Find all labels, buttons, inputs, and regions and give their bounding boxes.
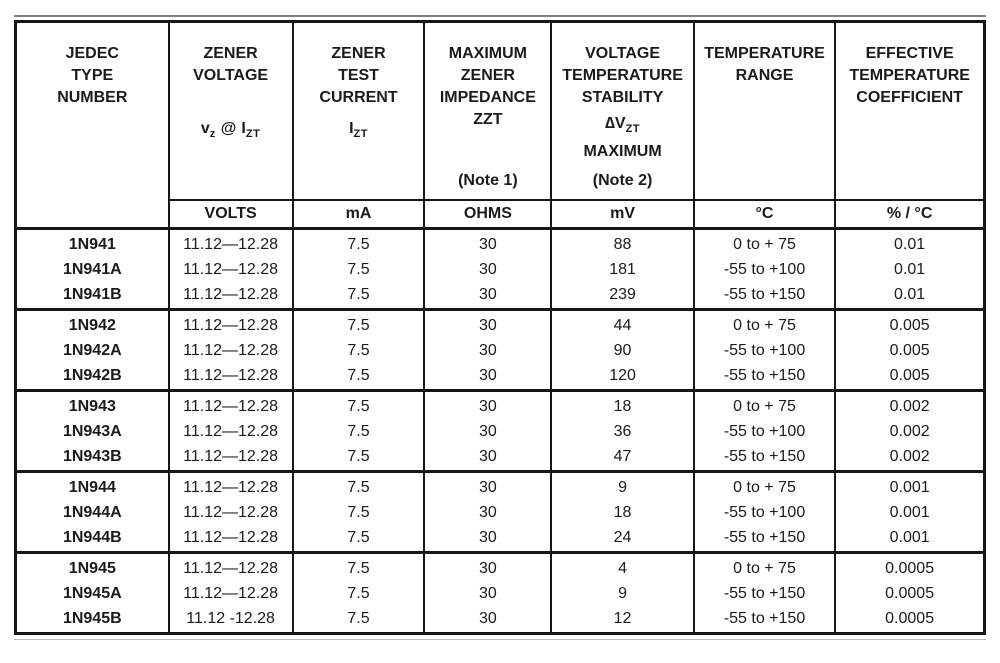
value-line: 30 — [478, 316, 497, 334]
value-line: 0.01 — [894, 285, 926, 303]
value-line: 30 — [478, 447, 497, 465]
izt-symbol: $I_{ZT}$ — [349, 120, 368, 140]
value-line: 239 — [609, 285, 636, 303]
header-line: VOLTAGE — [193, 67, 269, 84]
table-wrap — [14, 15, 986, 640]
cell-voltage-stability — [551, 310, 693, 391]
value-line: 11.12—12.28 — [183, 447, 279, 465]
value-line: 44 — [613, 316, 632, 334]
unit-degc: °C — [694, 200, 835, 229]
value-line: 7.5 — [347, 260, 370, 278]
value-line: 9 — [618, 584, 628, 602]
value-line: 24 — [613, 528, 632, 546]
value-line: 0.0005 — [885, 609, 935, 627]
header-line: MAXIMUM — [583, 143, 662, 160]
value-line: 18 — [613, 397, 632, 415]
header-line: RANGE — [735, 67, 794, 84]
value-line: 30 — [478, 609, 497, 627]
value-line: 11.12—12.28 — [183, 503, 279, 521]
unit-ohms: OHMS — [424, 200, 551, 229]
value-line: 7.5 — [347, 609, 370, 627]
value-line: 30 — [478, 559, 497, 577]
value-line: -55 to +150 — [723, 285, 806, 303]
cell-temperature-range — [694, 391, 835, 472]
value-line: 0.01 — [894, 260, 926, 278]
cell-temp-coefficient — [835, 229, 984, 310]
cell-type-number — [16, 310, 169, 391]
header-line: IMPEDANCE — [439, 89, 536, 106]
value-line: 7.5 — [347, 559, 370, 577]
col-header-zener-test-current — [293, 22, 425, 201]
header-line: ZENER — [460, 67, 515, 84]
header-line: NUMBER — [57, 89, 128, 106]
type-number: 1N945A — [62, 584, 122, 602]
cell-temperature-range — [694, 310, 835, 391]
cell-zener-voltage — [169, 472, 293, 553]
value-line: 11.12—12.28 — [183, 584, 279, 602]
header-line: MAXIMUM — [448, 45, 527, 62]
cell-type-number — [16, 472, 169, 553]
cell-type-number — [16, 229, 169, 310]
cell-voltage-stability — [551, 391, 693, 472]
cell-voltage-stability — [551, 553, 693, 634]
header-line: EFFECTIVE — [865, 45, 954, 62]
note-1-reference: (Note 1) — [458, 172, 518, 189]
unit-pct-per-degc: % / °C — [835, 200, 984, 229]
value-line: 30 — [478, 260, 497, 278]
value-line: 4 — [618, 559, 628, 577]
cell-zener-impedance — [424, 391, 551, 472]
cell-zener-voltage — [169, 310, 293, 391]
value-line: 7.5 — [347, 478, 370, 496]
value-line: 0.001 — [889, 478, 930, 496]
value-line: 30 — [478, 528, 497, 546]
header-line: COEFFICIENT — [856, 89, 963, 106]
value-line: 11.12—12.28 — [183, 478, 279, 496]
value-line: 7.5 — [347, 235, 370, 253]
unit-volts: VOLTS — [169, 200, 293, 229]
value-line: 0.002 — [889, 447, 930, 465]
value-line: 7.5 — [347, 503, 370, 521]
cell-temp-coefficient — [835, 310, 984, 391]
value-line: 0 to + 75 — [733, 235, 796, 253]
value-line: 9 — [618, 478, 628, 496]
value-line: 11.12—12.28 — [183, 316, 279, 334]
cell-temperature-range — [694, 553, 835, 634]
value-line: 11.12—12.28 — [183, 559, 279, 577]
type-number: 1N945B — [62, 609, 122, 627]
value-line: 0.0005 — [885, 584, 935, 602]
header-line: JEDEC — [65, 45, 119, 62]
value-line: -55 to +100 — [723, 341, 806, 359]
cell-test-current — [293, 229, 425, 310]
value-line: 7.5 — [347, 528, 370, 546]
cell-test-current — [293, 472, 425, 553]
cell-temperature-range — [694, 472, 835, 553]
type-number: 1N942A — [62, 341, 122, 359]
header-line: TYPE — [71, 67, 114, 84]
col-header-temperature-range — [694, 22, 835, 201]
col-header-zener-impedance — [424, 22, 551, 201]
header-line: CURRENT — [319, 89, 398, 106]
cell-zener-impedance — [424, 472, 551, 553]
type-number: 1N941B — [62, 285, 122, 303]
unit-mv: mV — [551, 200, 693, 229]
cell-zener-voltage — [169, 391, 293, 472]
value-line: -55 to +100 — [723, 422, 806, 440]
value-line: 30 — [478, 503, 497, 521]
type-number: 1N943A — [62, 422, 122, 440]
value-line: 7.5 — [347, 366, 370, 384]
header-line: TEMPERATURE — [849, 67, 970, 84]
value-line: 36 — [613, 422, 632, 440]
datasheet-page — [0, 15, 1000, 663]
type-number: 1N944B — [62, 528, 122, 546]
value-line: 0 to + 75 — [733, 478, 796, 496]
header-line: TEMPERATURE — [704, 45, 825, 62]
value-line: 0 to + 75 — [733, 559, 796, 577]
col-header-zener-voltage — [169, 22, 293, 201]
value-line: 11.12—12.28 — [183, 422, 279, 440]
note-2-reference: (Note 2) — [592, 172, 653, 189]
header-line: VOLTAGE — [585, 45, 661, 62]
vz-at-izt-symbol: $v_z$ @ $I_{ZT}$ — [200, 120, 261, 140]
cell-voltage-stability — [551, 472, 693, 553]
value-line: 0 to + 75 — [733, 397, 796, 415]
type-number: 1N941 — [68, 235, 116, 253]
value-line: -55 to +150 — [723, 366, 806, 384]
value-line: 11.12—12.28 — [183, 528, 279, 546]
header-line: ZZT — [473, 111, 503, 128]
value-line: 7.5 — [347, 316, 370, 334]
header-line: ZENER — [203, 45, 258, 62]
table-row-group — [16, 391, 985, 472]
value-line: 0.001 — [889, 528, 930, 546]
value-line: 30 — [478, 584, 497, 602]
value-line: 90 — [613, 341, 632, 359]
value-line: 12 — [613, 609, 632, 627]
value-line: 11.12—12.28 — [183, 260, 279, 278]
table-row-group — [16, 229, 985, 310]
type-number: 1N944A — [62, 503, 122, 521]
value-line: -55 to +150 — [723, 584, 806, 602]
value-line: 30 — [478, 235, 497, 253]
value-line: 181 — [609, 260, 636, 278]
value-line: 0.005 — [889, 366, 930, 384]
value-line: 11.12 -12.28 — [186, 609, 275, 627]
cell-test-current — [293, 553, 425, 634]
header-line: TEMPERATURE — [562, 67, 683, 84]
value-line: 0 to + 75 — [733, 316, 796, 334]
unit-ma: mA — [293, 200, 425, 229]
value-line: 47 — [613, 447, 632, 465]
cell-type-number — [16, 391, 169, 472]
cell-zener-impedance — [424, 229, 551, 310]
value-line: 11.12—12.28 — [183, 285, 279, 303]
value-line: 0.005 — [889, 316, 930, 334]
type-number: 1N944 — [68, 478, 116, 496]
value-line: 7.5 — [347, 422, 370, 440]
value-line: 7.5 — [347, 397, 370, 415]
cell-zener-voltage — [169, 229, 293, 310]
value-line: -55 to +150 — [723, 528, 806, 546]
cell-test-current — [293, 391, 425, 472]
value-line: 120 — [609, 366, 636, 384]
cell-type-number — [16, 553, 169, 634]
cell-zener-voltage — [169, 553, 293, 634]
value-line: 0.002 — [889, 397, 930, 415]
value-line: 0.005 — [889, 341, 930, 359]
header-line: STABILITY — [581, 89, 664, 106]
value-line: 0.001 — [889, 503, 930, 521]
value-line: 30 — [478, 366, 497, 384]
cell-temp-coefficient — [835, 553, 984, 634]
value-line: 88 — [613, 235, 632, 253]
type-number: 1N945 — [68, 559, 116, 577]
col-header-effective-temp-coefficient — [835, 22, 984, 201]
col-header-voltage-temp-stability — [551, 22, 693, 201]
table-row-group — [16, 553, 985, 634]
value-line: 7.5 — [347, 341, 370, 359]
value-line: 0.01 — [894, 235, 926, 253]
value-line: 7.5 — [347, 447, 370, 465]
cell-zener-impedance — [424, 310, 551, 391]
value-line: 30 — [478, 422, 497, 440]
value-line: 7.5 — [347, 584, 370, 602]
col-header-jedec-type-number — [16, 22, 169, 229]
value-line: 11.12—12.28 — [183, 397, 279, 415]
table-row-group — [16, 310, 985, 391]
type-number: 1N942B — [62, 366, 122, 384]
delta-vzt-symbol: $\Delta V_{ZT}$ — [605, 115, 641, 135]
cell-voltage-stability — [551, 229, 693, 310]
value-line: 0.0005 — [885, 559, 935, 577]
value-line: 11.12—12.28 — [183, 341, 279, 359]
value-line: 30 — [478, 397, 497, 415]
header-line: TEST — [338, 67, 379, 84]
value-line: 18 — [613, 503, 632, 521]
value-line: -55 to +100 — [723, 503, 806, 521]
cell-temp-coefficient — [835, 391, 984, 472]
value-line: 30 — [478, 341, 497, 359]
value-line: -55 to +150 — [723, 609, 806, 627]
header-line: ZENER — [331, 45, 386, 62]
value-line: 11.12—12.28 — [183, 235, 279, 253]
value-line: 30 — [478, 478, 497, 496]
header-row — [16, 22, 985, 201]
value-line: 7.5 — [347, 285, 370, 303]
table-row-group — [16, 472, 985, 553]
value-line: 11.12—12.28 — [183, 366, 279, 384]
table-body — [16, 229, 985, 634]
value-line: -55 to +100 — [723, 260, 806, 278]
value-line: 0.002 — [889, 422, 930, 440]
type-number: 1N942 — [68, 316, 116, 334]
value-line: 30 — [478, 285, 497, 303]
cell-zener-impedance — [424, 553, 551, 634]
value-line: -55 to +150 — [723, 447, 806, 465]
type-number: 1N943 — [68, 397, 116, 415]
cell-temperature-range — [694, 229, 835, 310]
type-number: 1N943B — [62, 447, 122, 465]
cell-test-current — [293, 310, 425, 391]
type-number: 1N941A — [62, 260, 122, 278]
zener-spec-table — [14, 20, 986, 635]
cell-temp-coefficient — [835, 472, 984, 553]
